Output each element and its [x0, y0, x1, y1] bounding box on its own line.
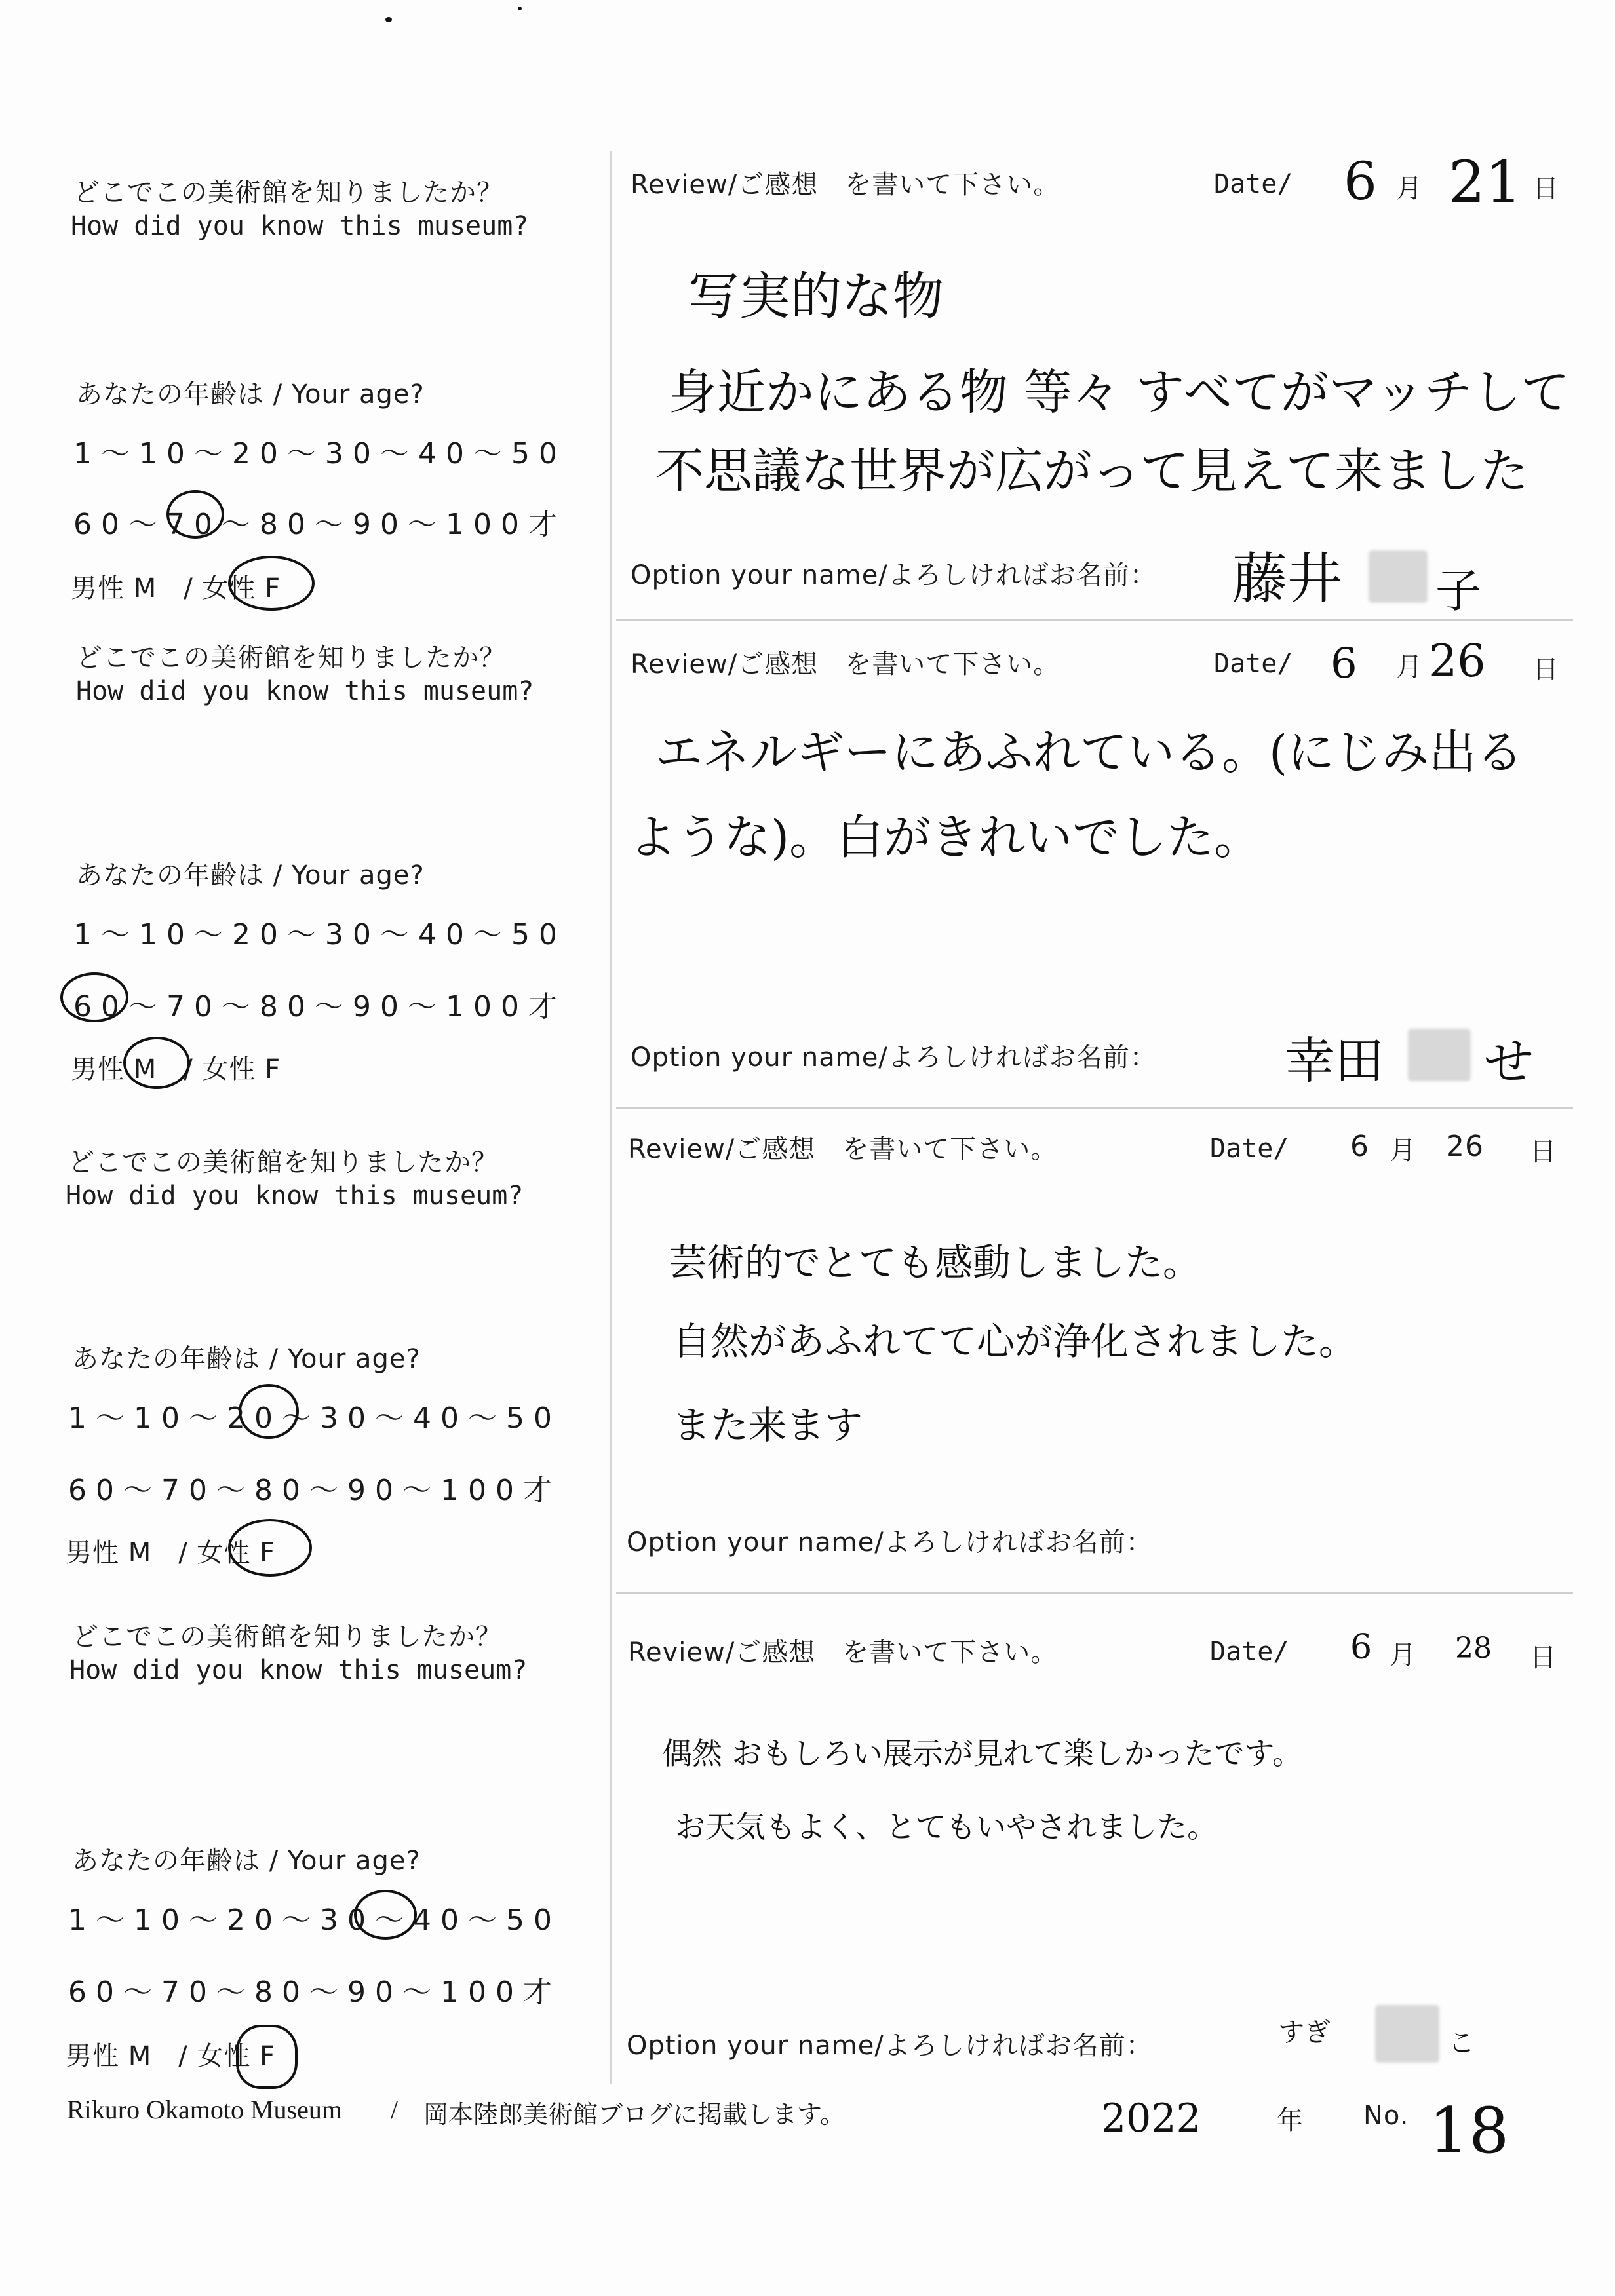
footer-separator: / — [391, 2095, 399, 2124]
date-day-handwritten: 26 — [1429, 636, 1486, 687]
review-text-line: 身近かにある物 等々 すべてがマッチして — [669, 364, 1570, 421]
section-divider — [616, 619, 1573, 621]
date-day-handwritten: 28 — [1455, 1632, 1492, 1665]
day-unit: 日 — [1530, 1643, 1557, 1673]
month-unit: 月 — [1396, 652, 1423, 682]
age-scale-row1: 1～10～20～30～40～50 — [68, 1402, 561, 1435]
age-scale-row1: 1～10～20～30～40～50 — [68, 1904, 561, 1937]
name-handwritten-last: せ — [1484, 1033, 1534, 1091]
name-handwritten-last: こ — [1449, 2028, 1475, 2058]
selected-age-circle — [166, 490, 224, 539]
footer-year-handwritten: 2022 — [1101, 2095, 1201, 2141]
stray-mark — [518, 7, 522, 10]
footer-sheet-number: 18 — [1429, 2094, 1509, 2168]
date-month-printed: 6 — [1350, 1130, 1369, 1163]
date-day-handwritten: 21 — [1449, 148, 1522, 216]
day-unit: 日 — [1530, 1137, 1557, 1167]
selected-age-circle — [60, 972, 128, 1022]
selected-age-circle — [354, 1890, 417, 1940]
name-label: Option your name/よろしければお名前： — [631, 560, 1157, 590]
question-how-know-en: How did you know this museum? — [71, 211, 529, 241]
age-scale-row2: 60～70～80～90～100才 — [73, 990, 566, 1024]
month-unit: 月 — [1396, 174, 1423, 204]
question-age: あなたの年齢は / Your age? — [76, 379, 425, 410]
name-label: Option your name/よろしければお名前： — [627, 2031, 1153, 2061]
column-divider — [610, 151, 612, 2084]
stray-mark — [385, 17, 392, 22]
month-unit: 月 — [1390, 1136, 1416, 1166]
review-text-line: エネルギーにあふれている。(にじみ出る — [655, 725, 1524, 780]
name-handwritten-first: 藤井 — [1232, 546, 1343, 611]
date-label: Date/ — [1214, 169, 1293, 199]
review-text-line: 芸術的でとても感動しました。 — [669, 1240, 1201, 1285]
footer-year-unit: 年 — [1277, 2105, 1304, 2135]
review-text-line: ような)。白がきれいでした。 — [629, 810, 1262, 865]
review-label: Review/ご感想 を書いて下さい。 — [628, 1134, 1058, 1164]
question-age: あなたの年齢は / Your age? — [72, 1344, 421, 1374]
selected-gender-circle — [228, 1519, 312, 1577]
date-label: Date/ — [1210, 1134, 1289, 1164]
name-handwritten-first: すぎ — [1278, 2018, 1331, 2048]
question-how-know-jp: どこでこの美術館を知りましたか？ — [76, 643, 506, 673]
date-label: Date/ — [1214, 649, 1293, 679]
question-age: あなたの年齢は / Your age? — [72, 1846, 421, 1876]
question-how-know-en: How did you know this museum? — [76, 676, 534, 706]
section-divider — [616, 1592, 1573, 1594]
name-handwritten-first: 幸田 — [1285, 1031, 1384, 1090]
review-text-line: 写実的な物 — [688, 267, 944, 326]
footer-number-label: No. — [1363, 2101, 1409, 2131]
date-month-handwritten: 6 — [1331, 640, 1357, 688]
selected-gender-circle — [236, 2025, 298, 2089]
section-divider — [616, 1107, 1573, 1109]
date-month-handwritten: 6 — [1344, 151, 1377, 212]
review-label: Review/ご感想 を書いて下さい。 — [631, 649, 1060, 679]
month-unit: 月 — [1390, 1640, 1416, 1670]
question-how-know-en: How did you know this museum? — [66, 1181, 524, 1211]
question-age: あなたの年齢は / Your age? — [76, 860, 425, 890]
question-how-know-en: How did you know this museum? — [69, 1655, 528, 1685]
review-text-line: また来ます — [672, 1403, 863, 1447]
review-text-line: 偶然 おもしろい展示が見れて楽しかったです。 — [662, 1736, 1302, 1771]
gender-options: 男性 M / 女性 F — [66, 1538, 276, 1568]
gender-options: 男性 M / 女性 F — [71, 1054, 281, 1084]
date-month-handwritten: 6 — [1350, 1628, 1372, 1667]
question-how-know-jp: どこでこの美術館を知りましたか？ — [72, 1622, 502, 1652]
gender-options: 男性 M / 女性 F — [66, 2041, 276, 2071]
footer-blog-notice: 岡本陸郎美術館ブログに掲載します。 — [423, 2100, 845, 2129]
day-unit: 日 — [1532, 174, 1559, 204]
age-scale-row2: 60～70～80～90～100才 — [73, 508, 566, 541]
date-day-printed: 26 — [1446, 1130, 1484, 1163]
review-label: Review/ご感想 を書いて下さい。 — [628, 1637, 1058, 1668]
gender-options: 男性 M / 女性 F — [71, 573, 281, 603]
age-scale-row2: 60～70～80～90～100才 — [68, 1474, 561, 1507]
selected-age-circle — [239, 1384, 299, 1439]
name-label: Option your name/よろしければお名前： — [631, 1043, 1157, 1073]
question-how-know-jp: どこでこの美術館を知りましたか？ — [73, 178, 503, 208]
footer-museum-name: Rikuro Okamoto Museum — [67, 2095, 342, 2124]
name-handwritten-last: 子 — [1435, 564, 1481, 618]
redacted-name-block — [1408, 1029, 1471, 1081]
age-scale-row2: 60～70～80～90～100才 — [68, 1976, 561, 2009]
redacted-name-block — [1369, 550, 1428, 603]
day-unit: 日 — [1532, 655, 1559, 685]
review-label: Review/ご感想 を書いて下さい。 — [631, 170, 1060, 200]
review-text-line: 自然があふれてて心が浄化されました。 — [672, 1319, 1357, 1364]
question-how-know-jp: どこでこの美術館を知りましたか？ — [68, 1147, 498, 1177]
review-text-line: 不思議な世界が広がって見えて来ました — [655, 443, 1528, 499]
age-scale-row1: 1～10～20～30～40～50 — [73, 437, 566, 470]
name-label: Option your name/よろしければお名前： — [627, 1527, 1153, 1558]
selected-gender-circle — [228, 556, 315, 611]
age-scale-row1: 1～10～20～30～40～50 — [73, 918, 566, 951]
date-label: Date/ — [1210, 1637, 1289, 1667]
redacted-name-block — [1375, 2005, 1439, 2063]
review-text-line: お天気もよく、とてもいやされました。 — [675, 1809, 1218, 1845]
selected-gender-circle — [123, 1037, 190, 1089]
